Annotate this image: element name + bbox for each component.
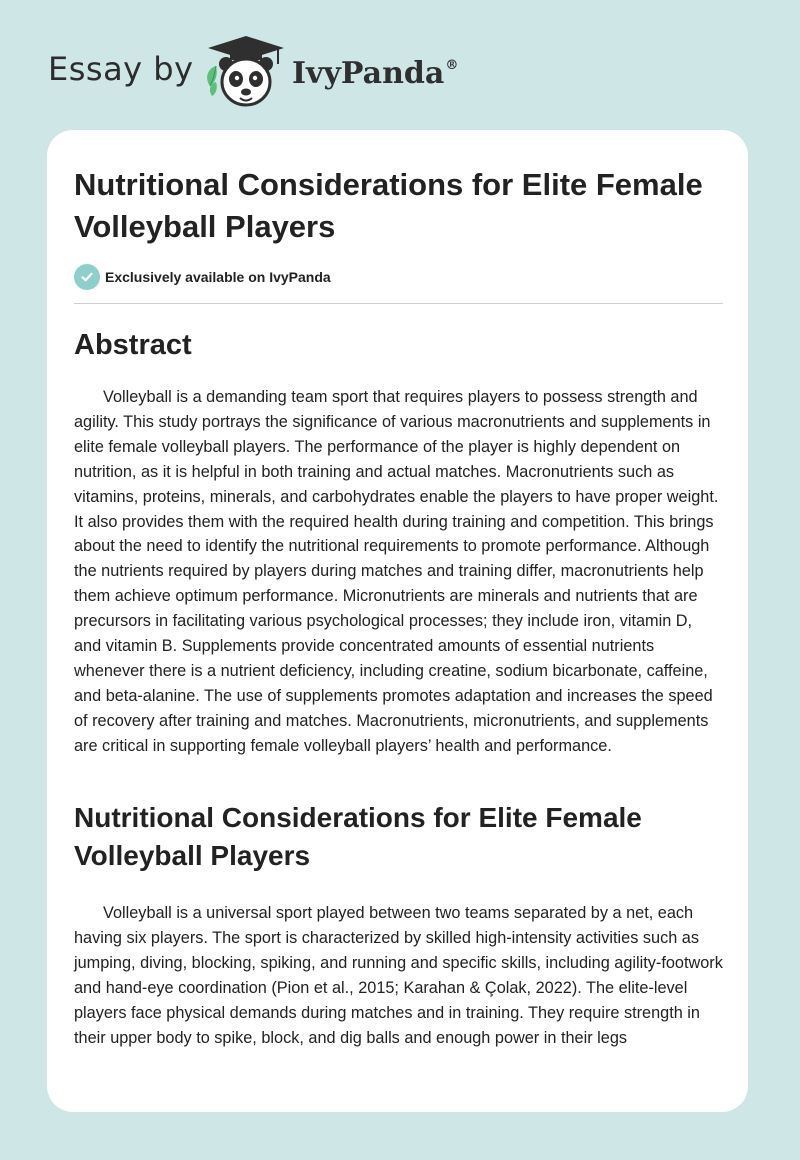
introduction-paragraph: Volleyball is a universal sport played between two teams separated by a net, each having six players. The sport is characterized by skilled high-intensity activities such as jumping, diving, blocking, spiking, and running and specific skills, including agility-footwork and hand-eye coordination (Pion et al., 2015; Karahan & Çolak, 2022). The elite-level players face physical demands during matches and in training. They require strength in their upper body to spike, block, and dig balls and enough power in their legs bbox=[74, 904, 723, 1047]
panda-graduate-icon bbox=[200, 34, 292, 110]
check-circle-icon bbox=[74, 264, 100, 290]
abstract-paragraph: Volleyball is a demanding team sport that requires players to possess strength and agility. This study portrays the significance of various macronutrients and supplements in elite female volleyball players. The performance of the player is highly dependent on nutrition, as it is helpful in both training and actual matches. Macronutrients such as vitamins, proteins, minerals, and carbohydrates enable the players to have proper weight. It also provides them with the required health during training and competition. This brings about the need to identify the nutritional requirements to promote performance. Although the nutrients required by players during matches and training differ, macronutrients help them achieve optimum performance. Micronutrients are minerals and nutrients that are precursors in facilitating various psychological processes; they include iron, vitamin D, and vitamin B. Supplements provide concentrated amounts of essential nutrients whenever there is a nutrient deficiency, including creatine, sodium bicarbonate, caffeine, and beta-alanine. The use of supplements promotes adaptation and increases the speed of recovery after training and matches. Macronutrients, micronutrients, and supplements are critical in supporting female volleyball players’ health and performance. bbox=[74, 388, 719, 755]
badge-label: Exclusively available on IvyPanda bbox=[105, 269, 331, 285]
exclusive-badge bbox=[74, 264, 331, 290]
page-title: Nutritional Considerations for Elite Female Volleyball Players bbox=[74, 167, 703, 244]
section-heading-introduction: Nutritional Considerations for Elite Female Volleyball Players bbox=[74, 802, 642, 871]
divider bbox=[74, 303, 723, 304]
registered-mark: ® bbox=[445, 58, 459, 73]
site-header bbox=[0, 0, 800, 130]
section-heading-abstract: Abstract bbox=[74, 329, 192, 361]
brand-name[interactable]: IvyPanda® bbox=[292, 56, 459, 91]
essay-card bbox=[47, 130, 748, 1112]
brand-prefix: Essay by bbox=[48, 50, 194, 88]
